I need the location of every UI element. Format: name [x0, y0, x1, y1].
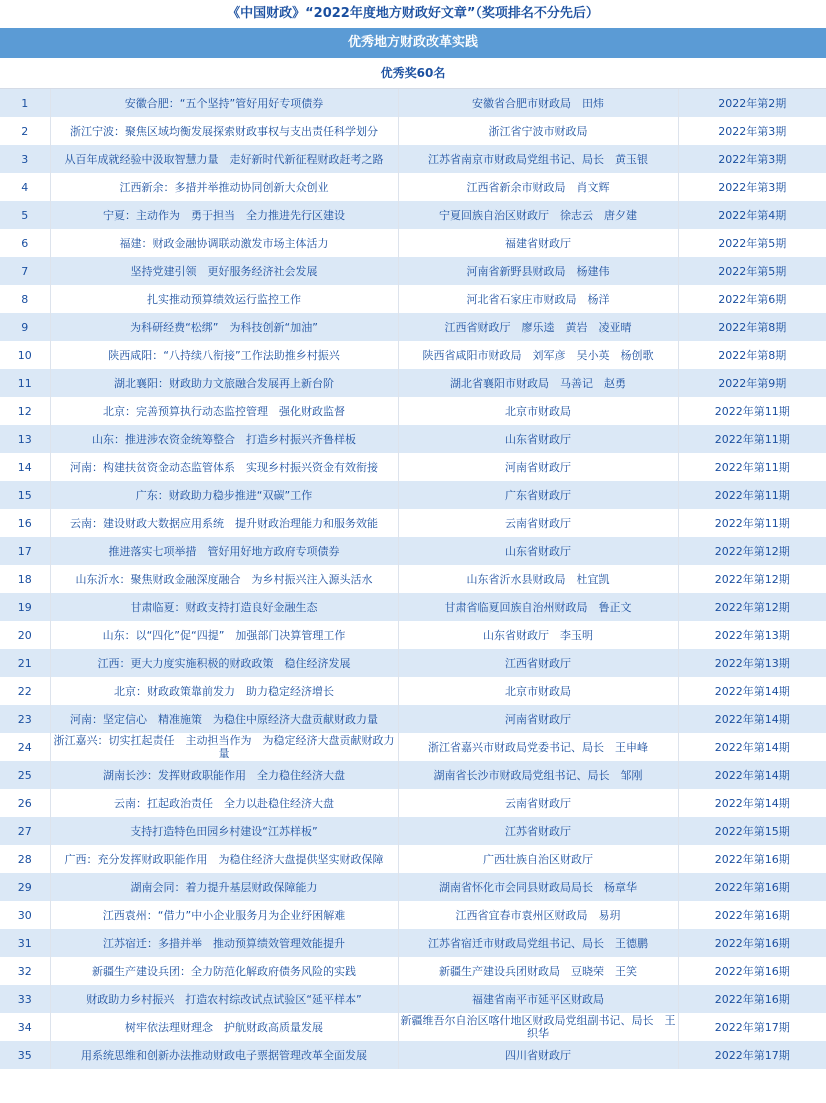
table-row	[0, 453, 826, 481]
issue-cell: 2022年第3期	[718, 152, 787, 166]
issue-cell: 2022年第14期	[714, 712, 790, 726]
row-number: 13	[0, 425, 50, 453]
issue-cell: 2022年第6期	[718, 292, 787, 306]
issue-cell: 2022年第11期	[714, 516, 790, 530]
article-title: 北京：财政政策靠前发力 助力稳定经济增长	[50, 677, 398, 705]
author-cell: 云南省财政厅	[398, 509, 678, 537]
article-title: 湖南会同：着力提升基层财政保障能力	[50, 873, 398, 901]
table-row	[0, 565, 826, 593]
issue-cell: 2022年第8期	[718, 348, 787, 362]
issue-cell: 2022年第4期	[718, 208, 787, 222]
author-cell: 安徽省合肥市财政局 田炜	[398, 89, 678, 117]
author-cell: 浙江省嘉兴市财政局党委书记、局长 王申峰	[398, 733, 678, 761]
table-row	[0, 173, 826, 201]
issue-cell: 2022年第12期	[714, 544, 790, 558]
table-row	[0, 733, 826, 761]
article-title: 安徽合肥：“五个坚持”管好用好专项债券	[50, 89, 398, 117]
issue-cell: 2022年第5期	[718, 236, 787, 250]
article-title: 为科研经费“松绑” 为科技创新“加油”	[50, 313, 398, 341]
row-number: 35	[0, 1041, 50, 1069]
issue-cell: 2022年第16期	[714, 964, 790, 978]
row-number: 17	[0, 537, 50, 565]
article-title: 河南：坚定信心 精准施策 为稳住中原经济大盘贡献财政力量	[50, 705, 398, 733]
table-row	[0, 89, 826, 117]
author-cell: 山东省财政厅 李玉明	[398, 621, 678, 649]
article-title: 树牢依法理财理念 护航财政高质量发展	[50, 1013, 398, 1041]
author-cell: 宁夏回族自治区财政厅 徐志云 唐夕建	[398, 201, 678, 229]
table-row	[0, 593, 826, 621]
issue-cell: 2022年第17期	[714, 1020, 790, 1034]
issue-cell: 2022年第3期	[718, 124, 787, 138]
author-cell: 山东省财政厅	[398, 425, 678, 453]
issue-cell: 2022年第11期	[714, 488, 790, 502]
author-cell: 湖北省襄阳市财政局 马善记 赵勇	[398, 369, 678, 397]
issue-cell: 2022年第5期	[718, 264, 787, 278]
article-title: 推进落实七项举措 管好用好地方政府专项债券	[50, 537, 398, 565]
article-title: 江西袁州：“借力”中小企业服务月为企业纾困解难	[50, 901, 398, 929]
row-number: 6	[0, 229, 50, 257]
article-title: 北京：完善预算执行动态监控管理 强化财政监督	[50, 397, 398, 425]
table-row	[0, 397, 826, 425]
issue-cell: 2022年第16期	[714, 852, 790, 866]
row-number: 9	[0, 313, 50, 341]
author-cell: 新疆生产建设兵团财政局 豆晓荣 王笑	[398, 957, 678, 985]
issue-cell: 2022年第12期	[714, 572, 790, 586]
author-cell: 江西省新余市财政局 肖文辉	[398, 173, 678, 201]
article-title: 财政助力乡村振兴 打造农村综改试点试验区“延平样本”	[50, 985, 398, 1013]
article-title: 云南：扛起政治责任 全力以赴稳住经济大盘	[50, 789, 398, 817]
row-number: 20	[0, 621, 50, 649]
row-number: 24	[0, 733, 50, 761]
page-title: 《中国财政》“2022年度地方财政好文章”（奖项排名不分先后）	[0, 0, 826, 28]
issue-cell: 2022年第8期	[718, 320, 787, 334]
author-cell: 江苏省宿迁市财政局党组书记、局长 王德鹏	[398, 929, 678, 957]
table-row	[0, 145, 826, 173]
author-cell: 甘肃省临夏回族自治州财政局 鲁正文	[398, 593, 678, 621]
article-title: 宁夏：主动作为 勇于担当 全力推进先行区建设	[50, 201, 398, 229]
row-number: 21	[0, 649, 50, 677]
author-cell: 江西省财政厅 廖乐逵 黄岩 凌亚晴	[398, 313, 678, 341]
issue-cell: 2022年第16期	[714, 936, 790, 950]
author-cell: 四川省财政厅	[398, 1041, 678, 1069]
article-title: 云南：建设财政大数据应用系统 提升财政治理能力和服务效能	[50, 509, 398, 537]
table-row	[0, 257, 826, 285]
table-row	[0, 509, 826, 537]
issue-cell: 2022年第14期	[714, 796, 790, 810]
article-title: 福建：财政金融协调联动激发市场主体活力	[50, 229, 398, 257]
issue-cell: 2022年第11期	[714, 432, 790, 446]
author-cell: 陕西省咸阳市财政局 刘军彦 吴小英 杨创歌	[398, 341, 678, 369]
author-cell: 河南省财政厅	[398, 453, 678, 481]
awards-table	[0, 89, 826, 1069]
article-title: 广西：充分发挥财政职能作用 为稳住经济大盘提供坚实财政保障	[50, 845, 398, 873]
issue-cell: 2022年第14期	[714, 684, 790, 698]
issue-cell: 2022年第14期	[714, 740, 790, 754]
table-row	[0, 537, 826, 565]
row-number: 26	[0, 789, 50, 817]
table-row	[0, 845, 826, 873]
article-title: 扎实推动预算绩效运行监控工作	[50, 285, 398, 313]
row-number: 29	[0, 873, 50, 901]
table-row	[0, 957, 826, 985]
table-row	[0, 481, 826, 509]
issue-cell: 2022年第3期	[718, 180, 787, 194]
article-title: 山东：推进涉农资金统筹整合 打造乡村振兴齐鲁样板	[50, 425, 398, 453]
author-cell: 福建省南平市延平区财政局	[398, 985, 678, 1013]
article-title: 从百年成就经验中汲取智慧力量 走好新时代新征程财政赶考之路	[50, 145, 398, 173]
table-row	[0, 817, 826, 845]
article-title: 用系统思维和创新办法推动财政电子票据管理改革全面发展	[50, 1041, 398, 1069]
article-title: 江西：更大力度实施积极的财政政策 稳住经济发展	[50, 649, 398, 677]
author-cell: 山东省沂水县财政局 杜宜凯	[398, 565, 678, 593]
article-title: 甘肃临夏：财政支持打造良好金融生态	[50, 593, 398, 621]
article-title: 坚持党建引领 更好服务经济社会发展	[50, 257, 398, 285]
author-cell: 江苏省财政厅	[398, 817, 678, 845]
issue-cell: 2022年第14期	[714, 768, 790, 782]
author-cell: 河北省石家庄市财政局 杨洋	[398, 285, 678, 313]
author-cell: 江苏省南京市财政局党组书记、局长 黄玉银	[398, 145, 678, 173]
article-title: 支持打造特色田园乡村建设“江苏样板”	[50, 817, 398, 845]
table-row	[0, 705, 826, 733]
issue-cell: 2022年第12期	[714, 600, 790, 614]
issue-cell: 2022年第11期	[714, 404, 790, 418]
article-title: 江西新余：多措并举推动协同创新大众创业	[50, 173, 398, 201]
row-number: 10	[0, 341, 50, 369]
row-number: 1	[0, 89, 50, 117]
table-row	[0, 985, 826, 1013]
author-cell: 新疆维吾尔自治区喀什地区财政局党组副书记、局长 王织华	[398, 1013, 678, 1041]
table-row	[0, 1013, 826, 1041]
row-number: 8	[0, 285, 50, 313]
article-title: 山东沂水：聚焦财政金融深度融合 为乡村振兴注入源头活水	[50, 565, 398, 593]
table-row	[0, 117, 826, 145]
row-number: 32	[0, 957, 50, 985]
article-title: 陕西咸阳：“八持续八衔接”工作法助推乡村振兴	[50, 341, 398, 369]
issue-cell: 2022年第9期	[718, 376, 787, 390]
issue-cell: 2022年第2期	[718, 96, 787, 110]
article-title: 江苏宿迁：多措并举 推动预算绩效管理效能提升	[50, 929, 398, 957]
table-row	[0, 649, 826, 677]
article-title: 湖北襄阳：财政助力文旅融合发展再上新台阶	[50, 369, 398, 397]
row-number: 18	[0, 565, 50, 593]
row-number: 19	[0, 593, 50, 621]
table-row	[0, 789, 826, 817]
row-number: 12	[0, 397, 50, 425]
row-number: 33	[0, 985, 50, 1013]
article-title: 湖南长沙：发挥财政职能作用 全力稳住经济大盘	[50, 761, 398, 789]
row-number: 28	[0, 845, 50, 873]
table-row	[0, 901, 826, 929]
table-row	[0, 285, 826, 313]
table-row	[0, 229, 826, 257]
row-number: 4	[0, 173, 50, 201]
row-number: 2	[0, 117, 50, 145]
row-number: 25	[0, 761, 50, 789]
issue-cell: 2022年第17期	[714, 1048, 790, 1062]
row-number: 23	[0, 705, 50, 733]
row-number: 34	[0, 1013, 50, 1041]
table-row	[0, 1041, 826, 1069]
author-cell: 河南省财政厅	[398, 705, 678, 733]
row-number: 15	[0, 481, 50, 509]
article-title: 山东：以“四化”促“四提” 加强部门决算管理工作	[50, 621, 398, 649]
row-number: 30	[0, 901, 50, 929]
author-cell: 云南省财政厅	[398, 789, 678, 817]
author-cell: 湖南省长沙市财政局党组书记、局长 邹刚	[398, 761, 678, 789]
row-number: 16	[0, 509, 50, 537]
row-number: 7	[0, 257, 50, 285]
table-row	[0, 677, 826, 705]
author-cell: 江西省宜春市袁州区财政局 易玥	[398, 901, 678, 929]
table-row	[0, 369, 826, 397]
table-row	[0, 313, 826, 341]
article-title: 河南：构建扶贫资金动态监管体系 实现乡村振兴资金有效衔接	[50, 453, 398, 481]
issue-cell: 2022年第13期	[714, 628, 790, 642]
article-title: 新疆生产建设兵团：全力防范化解政府债务风险的实践	[50, 957, 398, 985]
issue-cell: 2022年第16期	[714, 992, 790, 1006]
table-row	[0, 621, 826, 649]
row-number: 22	[0, 677, 50, 705]
author-cell: 广西壮族自治区财政厅	[398, 845, 678, 873]
author-cell: 浙江省宁波市财政局	[398, 117, 678, 145]
author-cell: 山东省财政厅	[398, 537, 678, 565]
row-number: 27	[0, 817, 50, 845]
section-banner: 优秀地方财政改革实践	[0, 28, 826, 58]
table-row	[0, 201, 826, 229]
author-cell: 湖南省怀化市会同县财政局局长 杨章华	[398, 873, 678, 901]
author-cell: 广东省财政厅	[398, 481, 678, 509]
table-row	[0, 341, 826, 369]
table-row	[0, 761, 826, 789]
issue-cell: 2022年第16期	[714, 908, 790, 922]
issue-cell: 2022年第13期	[714, 656, 790, 670]
row-number: 5	[0, 201, 50, 229]
row-number: 3	[0, 145, 50, 173]
issue-cell: 2022年第16期	[714, 880, 790, 894]
article-title: 浙江宁波：聚焦区域均衡发展探索财政事权与支出责任科学划分	[50, 117, 398, 145]
issue-cell: 2022年第11期	[714, 460, 790, 474]
table-row	[0, 425, 826, 453]
row-number: 31	[0, 929, 50, 957]
award-subheading: 优秀奖60名	[0, 58, 826, 89]
author-cell: 北京市财政局	[398, 677, 678, 705]
author-cell: 北京市财政局	[398, 397, 678, 425]
author-cell: 江西省财政厅	[398, 649, 678, 677]
table-row	[0, 873, 826, 901]
issue-cell: 2022年第15期	[714, 824, 790, 838]
article-title: 广东：财政助力稳步推进“双碳”工作	[50, 481, 398, 509]
row-number: 14	[0, 453, 50, 481]
table-row	[0, 929, 826, 957]
author-cell: 福建省财政厅	[398, 229, 678, 257]
article-title: 浙江嘉兴：切实扛起责任 主动担当作为 为稳定经济大盘贡献财政力量	[50, 733, 398, 761]
author-cell: 河南省新野县财政局 杨建伟	[398, 257, 678, 285]
row-number: 11	[0, 369, 50, 397]
